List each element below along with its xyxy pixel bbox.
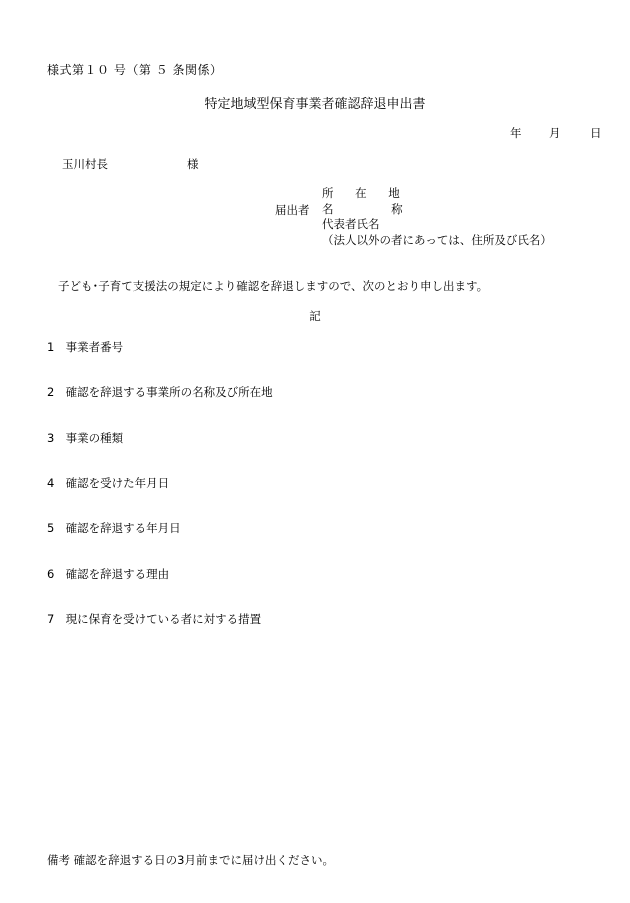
- ki-label: 記: [309, 309, 321, 323]
- addressee-honorific: 様: [187, 157, 199, 171]
- item-label: 確認を辞退する事業所の名称及び所在地: [65, 385, 273, 399]
- list-item: [47, 475, 169, 491]
- item-number: 3: [47, 431, 55, 445]
- list-item: [47, 611, 261, 627]
- item-number: 6: [47, 567, 55, 581]
- date-day-label: 日: [590, 126, 602, 140]
- list-item: [47, 430, 123, 446]
- item-label: 事業者番号: [65, 340, 124, 354]
- list-item: [47, 520, 181, 536]
- notifier-name-label: 名 称: [322, 201, 430, 216]
- body-text: 子ども･子育て支援法の規定により確認を辞退しますので、次のとおり申し出ます。: [58, 279, 489, 293]
- remark-note: 備考 確認を辞退する日の3月前までに届け出ください。: [47, 853, 334, 867]
- notifier-note: （法人以外の者にあっては、住所及び氏名）: [322, 232, 552, 247]
- list-item: [47, 339, 123, 355]
- item-number: 1: [47, 340, 55, 354]
- list-item: [47, 384, 273, 400]
- item-label: 現に保育を受けている者に対する措置: [65, 612, 262, 626]
- item-number: 7: [47, 612, 55, 626]
- notifier-label: 届出者: [275, 203, 310, 217]
- item-label: 確認を受けた年月日: [65, 476, 170, 490]
- addressee: [62, 156, 199, 172]
- item-number: 4: [47, 476, 55, 490]
- notifier-fields: [322, 186, 552, 248]
- list-item: [47, 566, 169, 582]
- item-number: 5: [47, 521, 55, 535]
- addressee-name: 玉川村長: [62, 157, 108, 171]
- date-year-label: 年: [510, 126, 522, 140]
- item-label: 確認を辞退する理由: [65, 567, 170, 581]
- notifier-address-label: 所 在 地: [322, 186, 409, 200]
- date-month-label: 月: [549, 126, 561, 140]
- notifier-representative-label: 代表者氏名: [322, 217, 380, 231]
- form-number: 様式第１０ 号（第 ５ 条関係）: [47, 63, 223, 77]
- item-number: 2: [47, 385, 55, 399]
- item-label: 事業の種類: [65, 431, 124, 445]
- document-title: 特定地域型保育事業者確認辞退申出書: [204, 97, 426, 112]
- item-label: 確認を辞退する年月日: [65, 521, 181, 535]
